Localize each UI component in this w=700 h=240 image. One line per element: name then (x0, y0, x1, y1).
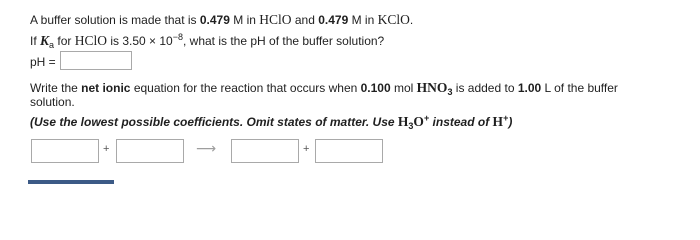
reactant-1-input[interactable] (31, 139, 99, 163)
question-text: for (54, 34, 75, 48)
bottom-accent-bar (28, 180, 114, 184)
question-text: M in (348, 13, 378, 27)
hydronium-h: H (397, 114, 409, 129)
hydronium-charge: + (423, 113, 430, 123)
product-1-input[interactable] (231, 139, 299, 163)
product-2-input[interactable] (315, 139, 383, 163)
question-text: Write the (30, 81, 82, 95)
question-line-5: solution. (30, 95, 75, 109)
question-text: , what is the pH of the buffer solution? (182, 34, 385, 48)
question-text: M in (229, 13, 260, 27)
species-hclo: HClO (74, 33, 107, 48)
hno3-subscript: 3 (447, 87, 453, 97)
question-line-2 (30, 33, 384, 49)
question-text: mol (390, 81, 417, 95)
hydronium-o: O (413, 114, 424, 129)
question-text: is (106, 34, 123, 48)
reaction-arrow-icon: ⟶ (196, 140, 217, 156)
ka-value: 3.50 × 10 (122, 34, 173, 48)
ka-subscript: a (49, 40, 55, 50)
question-text: . (409, 13, 414, 27)
concentration-kclo: 0.479 (318, 13, 349, 27)
instruction-text: instead of (429, 115, 493, 129)
ka-symbol: K (40, 33, 50, 48)
question-line-4 (30, 80, 618, 96)
question-text: and (291, 13, 319, 27)
species-hno3: HNO (416, 80, 448, 95)
species-hclo: HClO (259, 12, 292, 27)
plus-sign: + (303, 143, 310, 155)
ka-exponent: −8 (172, 32, 183, 42)
proton-charge: + (503, 113, 509, 123)
instruction-text: (Use the lowest possible coefficients. Omit states of matter. Use (30, 115, 398, 129)
proton-h: H (492, 114, 504, 129)
question-text: A buffer solution is made that is (30, 13, 200, 27)
question-text: L of the buffer (541, 81, 618, 95)
instruction-text: ) (508, 115, 513, 129)
net-ionic-phrase: net ionic (81, 81, 131, 95)
species-kclo: KClO (377, 12, 410, 27)
instruction-line (30, 114, 512, 130)
question-text: is added to (452, 81, 518, 95)
ph-label: pH = (30, 55, 56, 69)
acid-amount: 0.100 (360, 81, 391, 95)
question-text: equation for the reaction that occurs when (130, 81, 361, 95)
ph-answer-input[interactable] (60, 51, 132, 70)
question-text: If (30, 34, 41, 48)
hydronium-subscript: 3 (408, 121, 414, 131)
concentration-hclo: 0.479 (199, 13, 230, 27)
question-line-1 (30, 12, 413, 28)
plus-sign: + (103, 143, 110, 155)
reactant-2-input[interactable] (116, 139, 184, 163)
buffer-volume: 1.00 (517, 81, 542, 95)
